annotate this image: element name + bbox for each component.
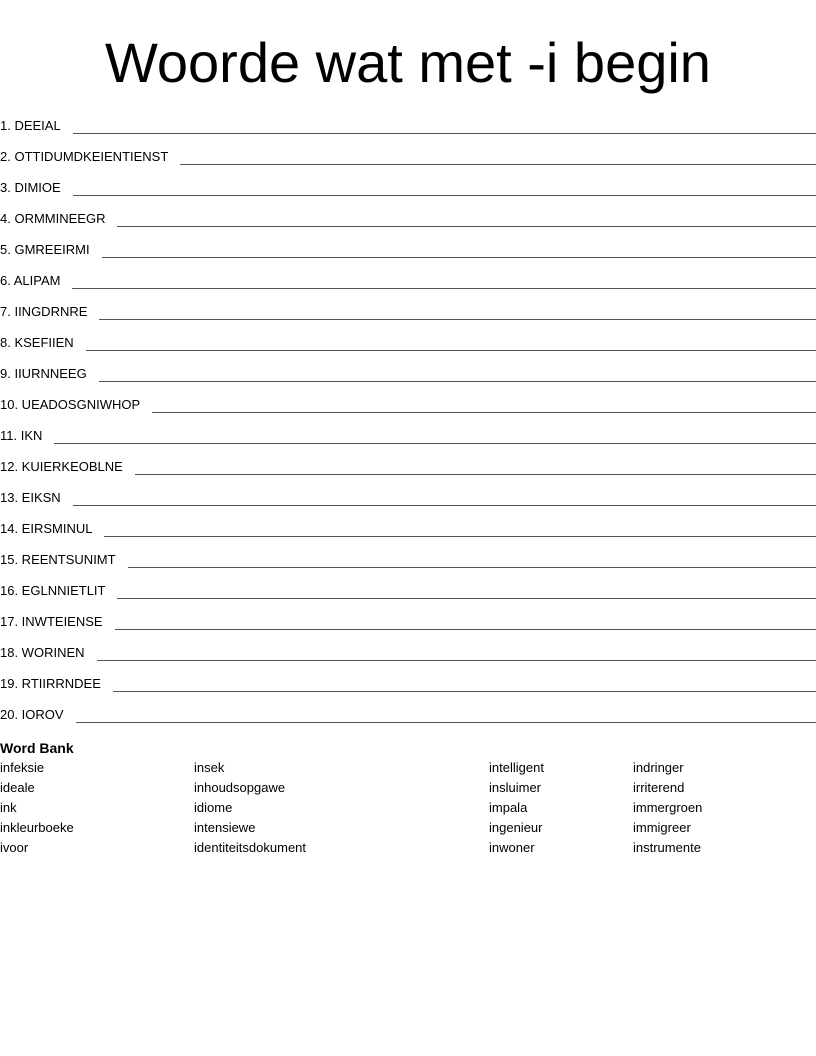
word-bank-item: instrumente [633,840,701,855]
question-row [0,265,816,296]
worksheet-title: Woorde wat met -i begin [105,31,711,94]
scrambled-word-label: 19. RTIIRRNDEE [0,675,101,691]
scrambled-word-label: 11. IKN [0,427,43,443]
word-bank-item: irriterend [633,780,685,795]
word-bank-item: idiome [194,800,233,815]
answer-line[interactable] [117,226,816,227]
question-row [0,203,816,234]
word-bank-item: ink [0,800,17,815]
question-row [0,110,816,141]
answer-line[interactable] [99,381,816,382]
answer-line[interactable] [86,350,816,351]
answer-line[interactable] [73,505,816,506]
word-bank-item: intensiewe [194,820,256,835]
scrambled-word-label: 6. ALIPAM [0,272,61,288]
question-row [0,389,816,420]
answer-line[interactable] [180,164,816,165]
question-list [0,110,816,730]
word-bank-item: ideale [0,780,35,795]
question-row [0,482,816,513]
word-bank-item: identiteitsdokument [194,840,307,855]
word-bank-item: insluimer [489,780,542,795]
scrambled-word-label: 10. UEADOSGNIWHOP [0,396,141,412]
scrambled-word-label: 15. REENTSUNIMT [0,551,116,567]
scrambled-word-label: 20. IOROV [0,706,64,722]
question-row [0,575,816,606]
answer-line[interactable] [135,474,816,475]
answer-line[interactable] [54,443,816,444]
answer-line[interactable] [152,412,816,413]
word-bank-item: inkleurboeke [0,820,74,835]
question-row [0,544,816,575]
question-row [0,296,816,327]
word-bank-item: ingenieur [489,820,543,835]
answer-line[interactable] [73,195,816,196]
answer-line[interactable] [76,722,816,723]
answer-line[interactable] [117,598,816,599]
question-row [0,172,816,203]
question-row [0,637,816,668]
word-bank-item: immigreer [633,820,691,835]
word-bank-item: inwoner [489,840,535,855]
scrambled-word-label: 2. OTTIDUMDKEIENTIENST [0,148,169,164]
answer-line[interactable] [104,536,816,537]
question-row [0,513,816,544]
question-row [0,420,816,451]
answer-line[interactable] [102,257,816,258]
answer-line[interactable] [73,133,816,134]
question-row [0,451,816,482]
scrambled-word-label: 1. DEEIAL [0,117,61,133]
word-bank-item: ivoor [0,840,29,855]
answer-line[interactable] [128,567,816,568]
scrambled-word-label: 5. GMREEIRMI [0,241,90,257]
word-bank-grid [0,760,816,860]
scrambled-word-label: 9. IIURNNEEG [0,365,87,381]
word-bank-item: infeksie [0,760,45,775]
question-row [0,606,816,637]
answer-line[interactable] [72,288,816,289]
word-bank [0,740,816,860]
scrambled-word-label: 3. DIMIOE [0,179,61,195]
answer-line[interactable] [99,319,816,320]
scrambled-word-label: 13. EIKSN [0,489,61,505]
question-row [0,327,816,358]
question-row [0,358,816,389]
answer-line[interactable] [97,660,816,661]
word-bank-title: Word Bank [0,740,74,756]
word-bank-item: indringer [633,760,684,775]
question-row [0,234,816,265]
scrambled-word-label: 8. KSEFIIEN [0,334,74,350]
word-bank-item: intelligent [489,760,544,775]
scrambled-word-label: 14. EIRSMINUL [0,520,93,536]
answer-line[interactable] [113,691,816,692]
scrambled-word-label: 17. INWTEIENSE [0,613,103,629]
scrambled-word-label: 18. WORINEN [0,644,85,660]
word-bank-item: inhoudsopgawe [194,780,286,795]
scrambled-word-label: 7. IINGDRNRE [0,303,88,319]
word-bank-item: impala [489,800,528,815]
question-row [0,699,816,730]
word-bank-item: insek [194,760,225,775]
scrambled-word-label: 4. ORMMINEEGR [0,210,106,226]
scrambled-word-label: 12. KUIERKEOBLNE [0,458,123,474]
word-bank-item: immergroen [633,800,703,815]
answer-line[interactable] [115,629,816,630]
question-row [0,141,816,172]
scrambled-word-label: 16. EGLNNIETLIT [0,582,106,598]
question-row [0,668,816,699]
